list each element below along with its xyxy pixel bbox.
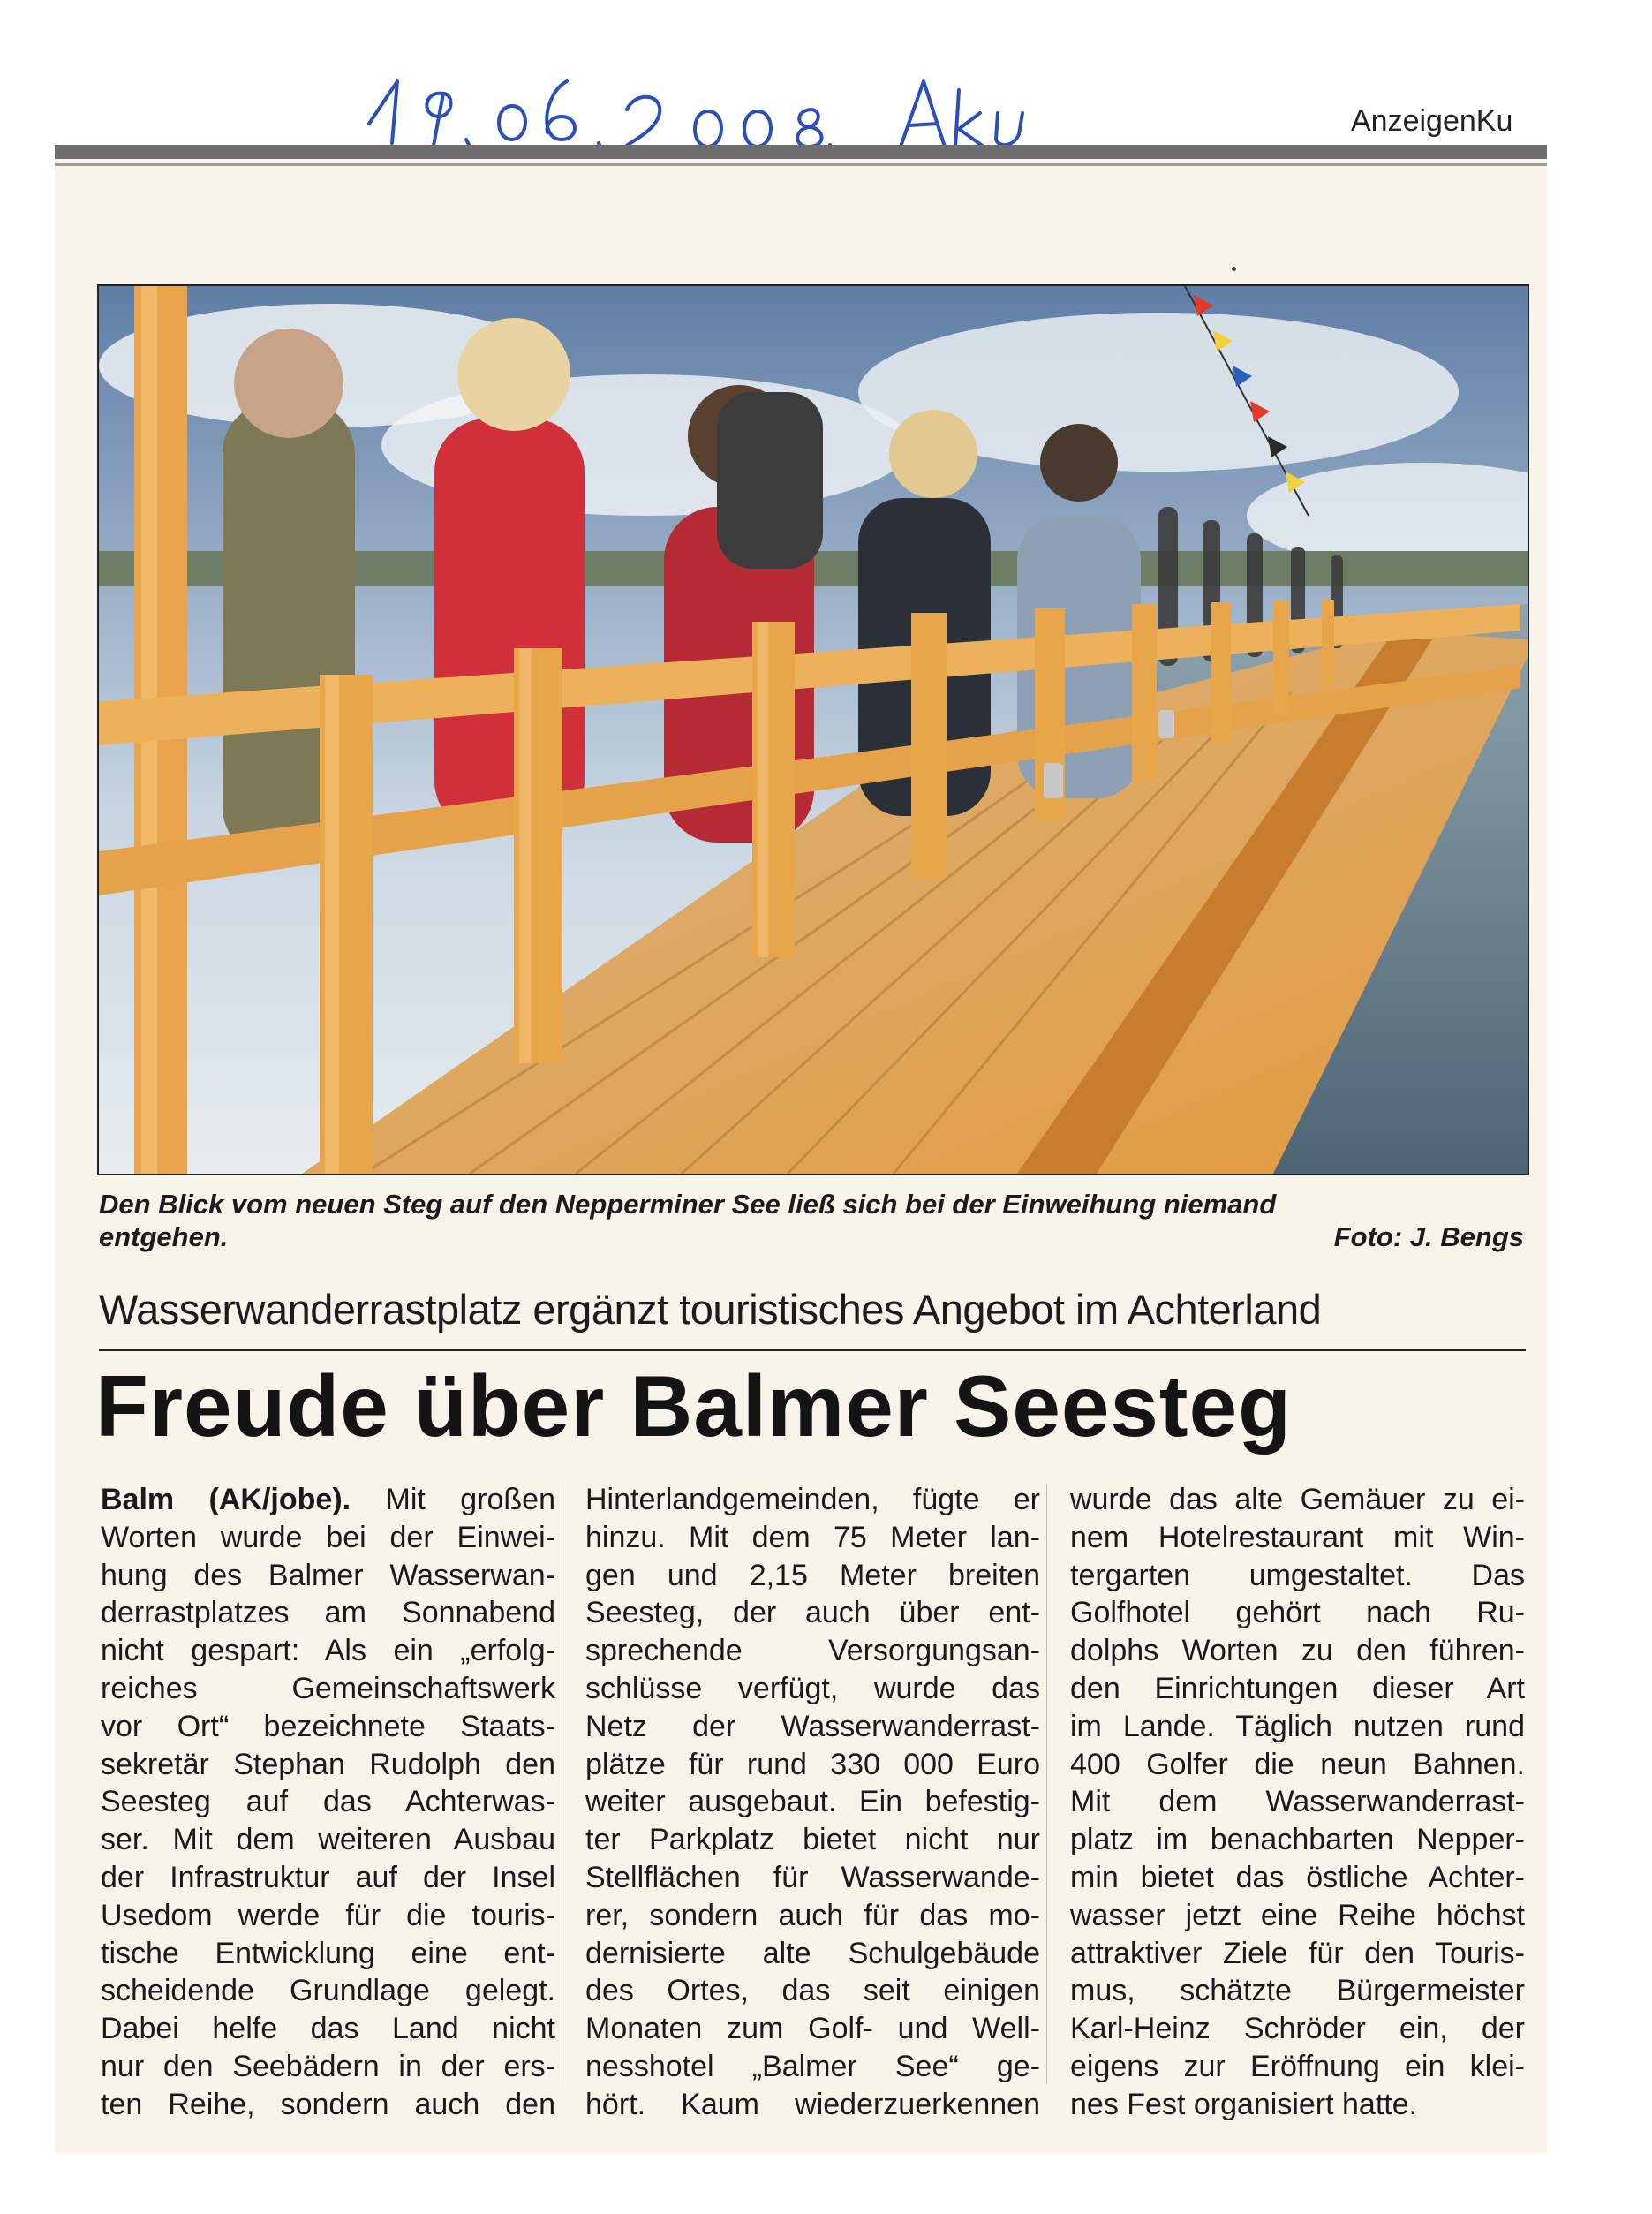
article-line: scheidende Grundlage gelegt. <box>101 1974 555 2008</box>
article-line: rer, sondern auch für das mo- <box>585 1898 1040 1932</box>
headline-rule <box>99 1349 1526 1351</box>
masthead-rule <box>55 145 1547 159</box>
column-divider <box>1046 1484 1047 2084</box>
article-line: nicht gespart: Als ein „erfolg- <box>101 1634 555 1668</box>
article-line: schlüsse verfügt, wurde das <box>585 1671 1040 1705</box>
article-line: nem Hotelrestaurant mit Win- <box>1070 1520 1525 1554</box>
article-line: hung des Balmer Wasserwan- <box>101 1558 555 1592</box>
article-line: weiter ausgebaut. Ein befestig- <box>585 1785 1040 1819</box>
article-line: Hinterlandgemeinden, fügte er <box>585 1483 1040 1516</box>
article-line: Stellflächen für Wasserwande- <box>585 1860 1040 1894</box>
article-line: Balm (AK/jobe). Mit großen <box>101 1483 556 1516</box>
article-line: plätze für rund 330 000 Euro <box>585 1747 1040 1781</box>
article-line: 400 Golfer die neun Bahnen. <box>1070 1747 1525 1781</box>
article-line: im Lande. Täglich nutzen rund <box>1070 1709 1525 1743</box>
article-subheadline: Wasserwanderrastplatz ergänzt touristisches Angebot im Achterland <box>99 1286 1322 1333</box>
article-lead: Balm (AK/jobe). <box>101 1483 351 1516</box>
print-speck <box>1232 267 1236 271</box>
article-line: mus, schätzte Bürgermeister <box>1070 1974 1525 2008</box>
article-line: Worten wurde bei der Einwei- <box>101 1520 555 1554</box>
photo-caption <box>99 1188 1524 1253</box>
article-line: ser. Mit dem weiteren Ausbau <box>101 1823 555 1857</box>
article-line: sekretär Stephan Rudolph den <box>101 1747 555 1781</box>
article-line: eigens zur Eröffnung ein klei- <box>1070 2049 1525 2083</box>
article-line: den Einrichtungen dieser Art <box>1070 1671 1525 1705</box>
article-line: Seesteg auf das Achterwas- <box>101 1785 555 1819</box>
article-line: nesshotel „Balmer See“ ge- <box>585 2049 1040 2083</box>
article-line: Netz der Wasserwanderrast- <box>585 1709 1040 1743</box>
article-line: nur den Seebädern in der ers- <box>101 2049 555 2083</box>
article-line: wasser jetzt eine Reihe höchst <box>1070 1898 1525 1932</box>
article-line: Dabei helfe das Land nicht <box>101 2012 555 2046</box>
article-line: attraktiver Ziele für den Touris- <box>1070 1936 1525 1970</box>
article-line: Monaten zum Golf- und Well- <box>585 2012 1040 2046</box>
article-line: derrastplatzes am Sonnabend <box>101 1596 555 1630</box>
article-line: Karl-Heinz Schröder ein, der <box>1070 2012 1525 2046</box>
article-line: min bietet das östliche Achter- <box>1070 1860 1525 1894</box>
article-line: reiches Gemeinschaftswerk <box>101 1671 555 1705</box>
article-column-2 <box>585 1481 1040 2124</box>
photo-caption-line-1: Den Blick vom neuen Steg auf den Nepperminer See ließ sich bei der Einweihung niemand <box>99 1189 1277 1220</box>
article-line: sprechende Versorgungsan- <box>585 1634 1040 1668</box>
article-line: wurde das alte Gemäuer zu ei- <box>1070 1483 1525 1516</box>
article-headline: Freude über Balmer Seesteg <box>95 1357 1292 1455</box>
article-line: Golfhotel gehört nach Ru- <box>1070 1596 1525 1630</box>
masthead-rule-thin <box>55 163 1547 166</box>
article-line: des Ortes, das seit einigen <box>585 1974 1040 2008</box>
article-line: Mit dem Wasserwanderrast- <box>1070 1785 1525 1819</box>
article-line: gen und 2,15 Meter breiten <box>585 1558 1040 1592</box>
article-line: Seesteg, der auch über ent- <box>585 1596 1040 1630</box>
article-photo <box>97 284 1529 1175</box>
article-line: hört. Kaum wiederzuerkennen <box>585 2087 1040 2121</box>
article-line: ten Reihe, sondern auch den <box>101 2087 555 2121</box>
article-column-3 <box>1070 1481 1525 2124</box>
article-line: tergarten umgestaltet. Das <box>1070 1558 1525 1592</box>
article-line: der Infrastruktur auf der Insel <box>101 1860 555 1894</box>
article-line: vor Ort“ bezeichnete Staats- <box>101 1709 555 1743</box>
article-line: ter Parkplatz bietet nicht nur <box>585 1823 1040 1857</box>
photo-caption-line-2: entgehen. <box>99 1221 229 1252</box>
photo-credit: Foto: J. Bengs <box>1333 1221 1524 1252</box>
pier-photo-illustration <box>99 286 1528 1174</box>
publication-name: AnzeigenKu <box>1351 104 1513 138</box>
article-line: dolphs Worten zu den führen- <box>1070 1634 1525 1668</box>
article-line: Usedom werde für die touris- <box>101 1898 555 1932</box>
article-line: dernisierte alte Schulgebäude <box>585 1936 1040 1970</box>
article-line: platz im benachbarten Nepper- <box>1070 1823 1525 1857</box>
article-line: hinzu. Mit dem 75 Meter lan- <box>585 1520 1040 1554</box>
article-line: tische Entwicklung eine ent- <box>101 1936 555 1970</box>
article-line: nes Fest organisiert hatte. <box>1070 2087 1418 2121</box>
article-column-1 <box>101 1481 555 2124</box>
